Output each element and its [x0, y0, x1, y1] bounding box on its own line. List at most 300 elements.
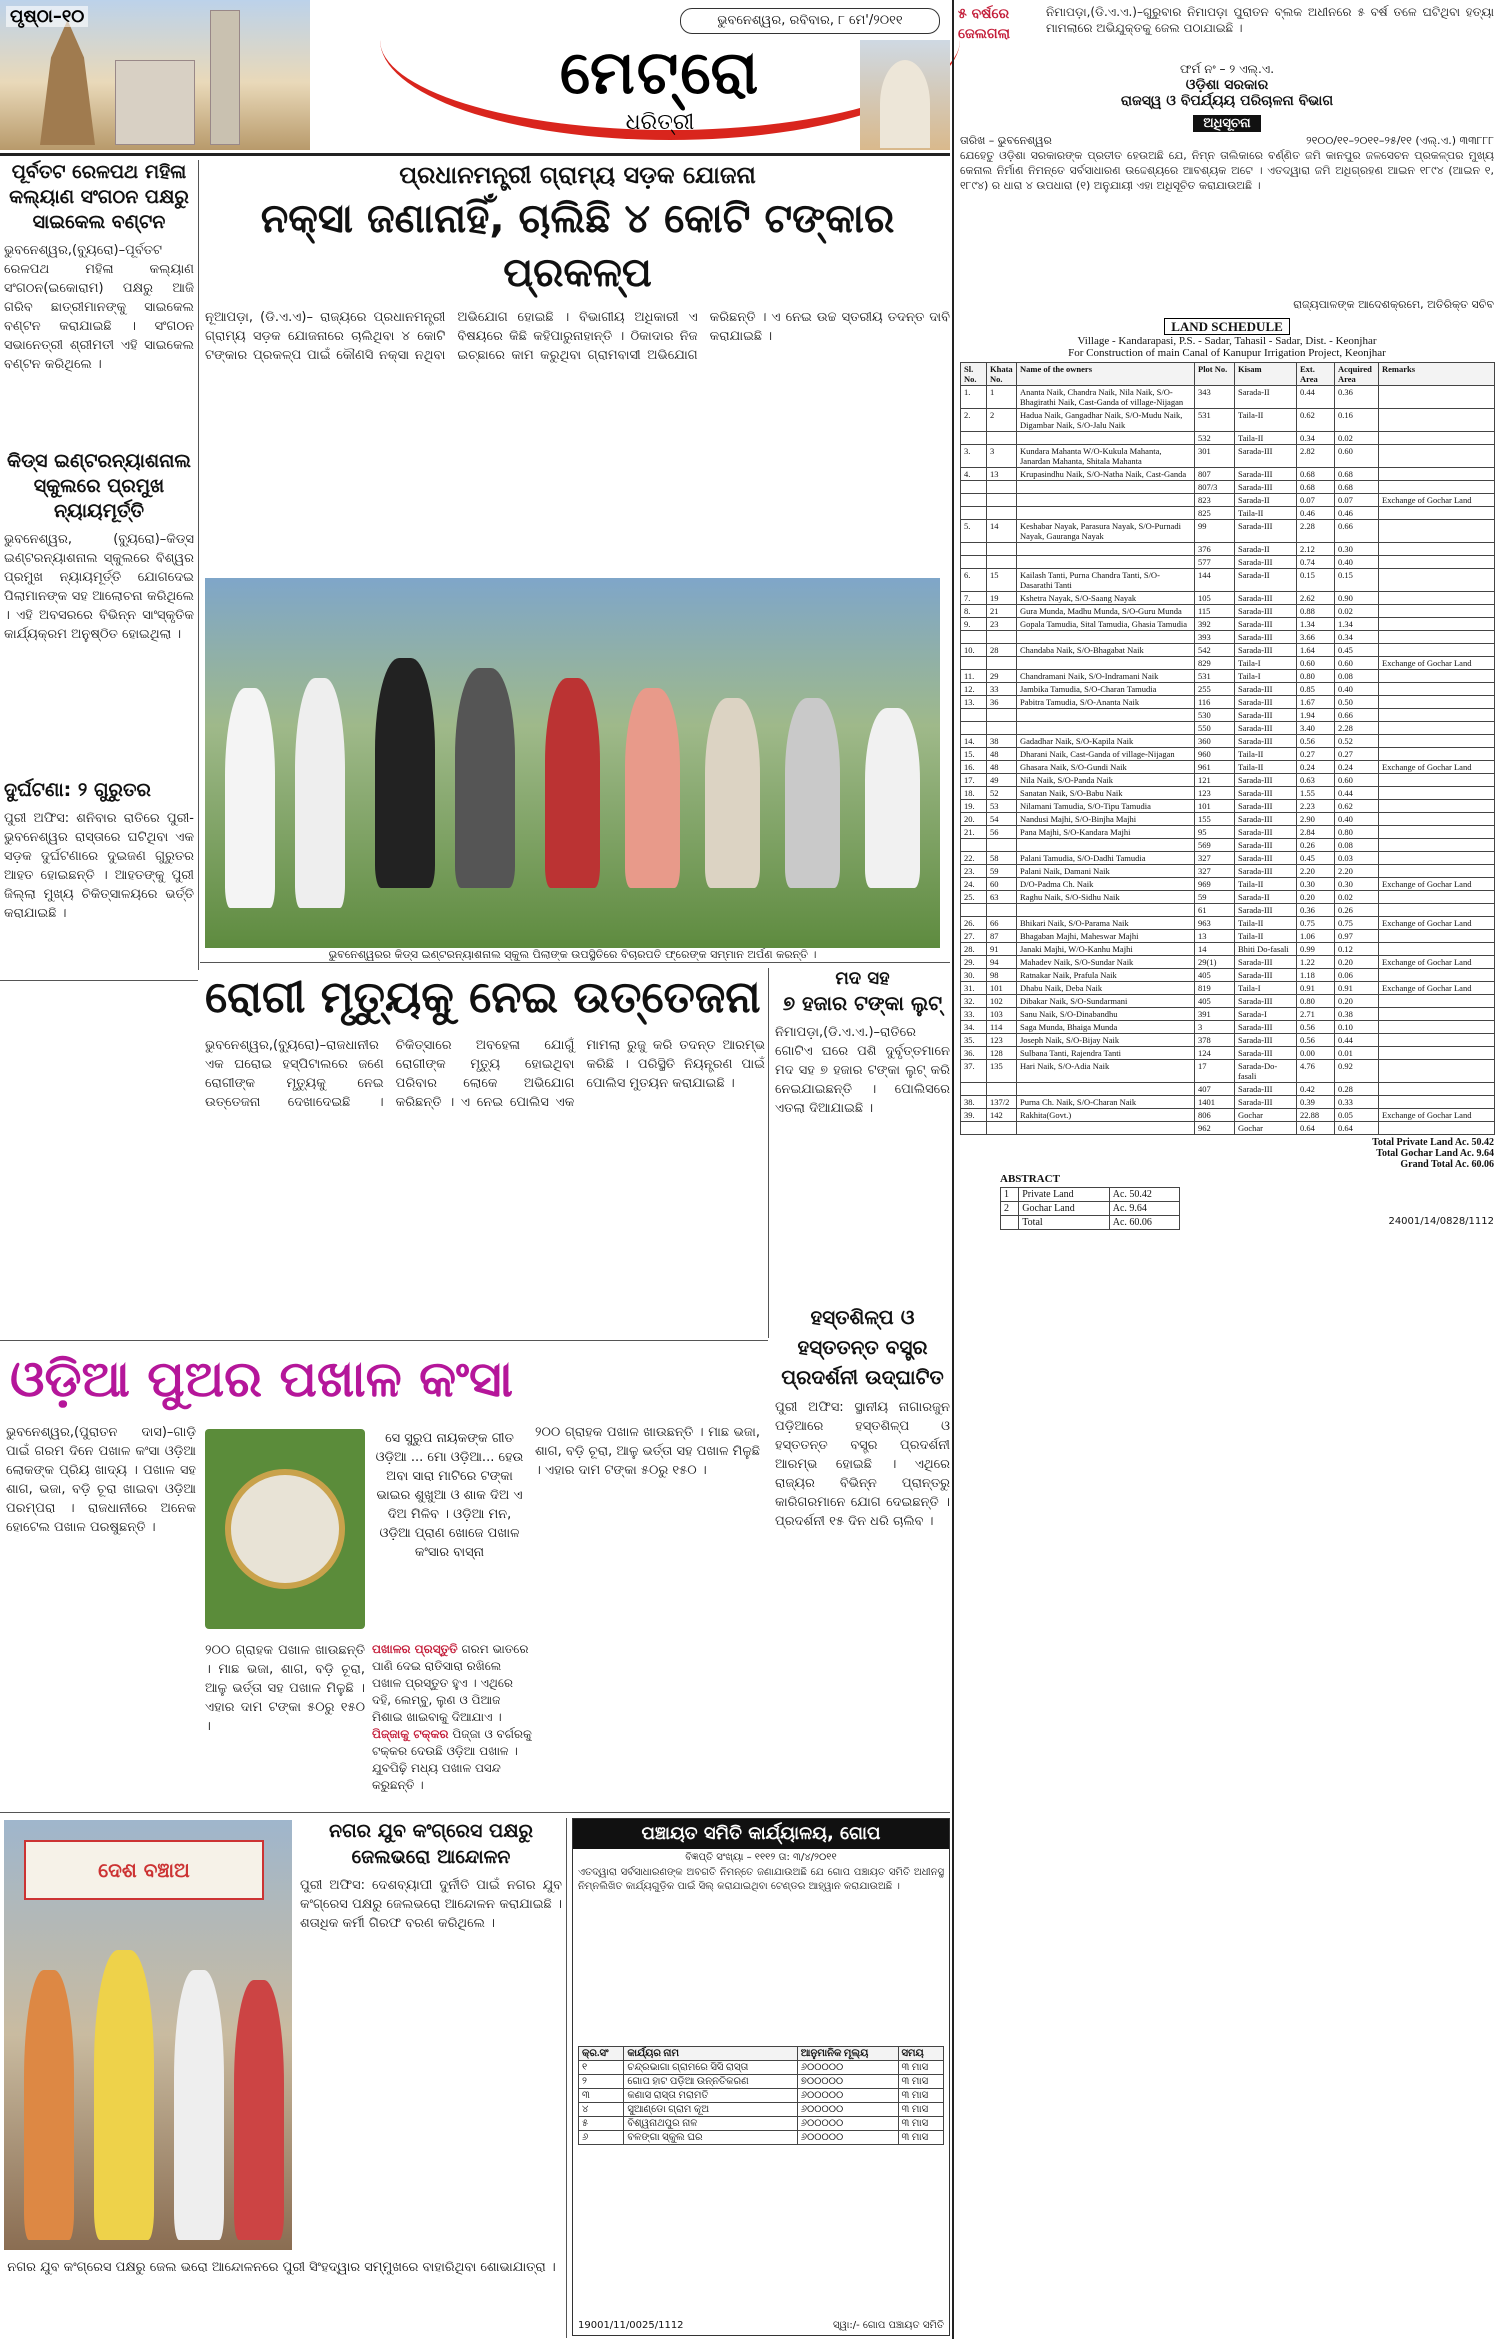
schedule-cell: 0.28	[1335, 1083, 1379, 1096]
congress-photo	[4, 1820, 292, 2250]
schedule-cell: 13.	[961, 696, 987, 709]
schedule-cell: 0.85	[1297, 683, 1335, 696]
schedule-cell: 0.91	[1335, 982, 1379, 995]
schedule-cell: Nandusi Majhi, S/O-Binjha Majhi	[1017, 813, 1195, 826]
schedule-cell	[987, 904, 1017, 917]
schedule-cell: Sarada-III	[1235, 826, 1297, 839]
row-divider-1	[200, 962, 950, 963]
schedule-cell: 823	[1195, 494, 1235, 507]
schedule-cell	[1017, 556, 1195, 569]
schedule-row	[961, 774, 1495, 787]
schedule-cell: Taila-II	[1235, 930, 1297, 943]
schedule-cell	[1379, 1083, 1495, 1096]
schedule-cell: 25.	[961, 891, 987, 904]
schedule-cell: 0.80	[1297, 670, 1335, 683]
total-gochar: Total Gochar Land Ac. 9.64	[1376, 1148, 1494, 1159]
schedule-row	[961, 787, 1495, 800]
schedule-cell: Chandramani Naik, S/O-Indramani Naik	[1017, 670, 1195, 683]
pakhala-box	[372, 1641, 532, 1801]
congress-story	[300, 1818, 562, 2258]
schedule-cell	[961, 631, 987, 644]
schedule-cell	[1379, 813, 1495, 826]
schedule-cell: Sarada-III	[1235, 1083, 1297, 1096]
schedule-cell: 1.06	[1297, 930, 1335, 943]
schedule-cell	[1379, 891, 1495, 904]
schedule-cell	[1379, 1008, 1495, 1021]
schedule-row	[961, 409, 1495, 432]
schedule-cell: 137/2	[987, 1096, 1017, 1109]
schedule-cell: 2.28	[1297, 520, 1335, 543]
schedule-cell	[1379, 683, 1495, 696]
schedule-cell	[987, 709, 1017, 722]
schedule-cell	[987, 507, 1017, 520]
person-figure	[705, 698, 760, 888]
schedule-cell: Sarada-III	[1235, 969, 1297, 982]
schedule-cell: Sarada-III	[1235, 618, 1297, 631]
col-divider-1	[198, 160, 199, 970]
panchayat-th: କାର୍ଯ୍ୟର ନାମ	[624, 2047, 797, 2061]
schedule-cell: 0.27	[1335, 748, 1379, 761]
schedule-cell: Hadua Naik, Gangadhar Naik, S/O-Mudu Naik, Digambar Naik, S/O-Jalu Naik	[1017, 409, 1195, 432]
schedule-cell: 0.44	[1335, 1034, 1379, 1047]
schedule-cell: Exchange of Gochar Land	[1379, 657, 1495, 670]
schedule-cell: 0.88	[1297, 605, 1335, 618]
schedule-cell	[1379, 432, 1495, 445]
schedule-cell: 63	[987, 891, 1017, 904]
pmgsy-photo	[205, 578, 940, 948]
panchayat-cell: ୬୦୦୦୦୦	[797, 2061, 898, 2075]
schedule-cell	[961, 494, 987, 507]
schedule-cell: 12.	[961, 683, 987, 696]
pmgsy-photo-caption: ଭୁବନେଶ୍ୱରର କିଡ୍ସ ଇଣ୍ଟରନ୍ୟାଶନାଲ ସ୍କୁଲ ପିଲାଙ୍କ ଉପସ୍ଥିତିରେ ବିଚାରପତି ଫ୍ରେଙ୍କ ସମ୍ମାନ ଅର୍ପଣ କରନ୍ତି ।	[328, 948, 817, 961]
schedule-cell: Dibakar Naik, S/O-Sundarmani	[1017, 995, 1195, 1008]
schedule-cell: Taila-II	[1235, 432, 1297, 445]
schedule-cell: 2.20	[1297, 865, 1335, 878]
schedule-cell: 14.	[961, 735, 987, 748]
schedule-cell: 101	[1195, 800, 1235, 813]
schedule-cell: 15.	[961, 748, 987, 761]
schedule-cell: 1.34	[1335, 618, 1379, 631]
masthead-photo-left	[0, 0, 310, 150]
schedule-cell: 530	[1195, 709, 1235, 722]
col-divider-main	[952, 0, 954, 2339]
schedule-row	[961, 878, 1495, 891]
schedule-cell: Taila-II	[1235, 761, 1297, 774]
schedule-cell: 0.30	[1297, 878, 1335, 891]
congress-headline: ନଗର ଯୁବ କଂଗ୍ରେସ ପକ୍ଷରୁ ଜେଲଭରୋ ଆନ୍ଦୋଳନ	[328, 1820, 534, 1868]
schedule-row	[961, 1096, 1495, 1109]
schedule-row	[961, 839, 1495, 852]
schedule-cell: 33.	[961, 1008, 987, 1021]
schedule-cell: 128	[987, 1047, 1017, 1060]
schedule-cell	[1379, 468, 1495, 481]
schedule-cell: 0.45	[1297, 852, 1335, 865]
row-divider-3	[0, 1812, 950, 1813]
schedule-cell: 0.20	[1297, 891, 1335, 904]
schedule-row	[961, 618, 1495, 631]
schedule-row	[961, 735, 1495, 748]
schedule-cell: 0.08	[1335, 670, 1379, 683]
schedule-cell	[1379, 1060, 1495, 1083]
schedule-cell: 0.02	[1335, 432, 1379, 445]
pakhala-body2-left: ୨୦୦ ଗ୍ରାହକ ପଖାଳ ଖାଉଛନ୍ତି । ମାଛ ଭଜା, ଶାଗ, ବଡ଼ି ଚୂରା, ଆଳୁ ଭର୍ତ୍ତା ସହ ପଖାଳ ମିଳୁଛି । ଏହାର ଦାମ ଟଙ୍କା ୫୦ରୁ ୧୫୦ ।	[205, 1643, 365, 1734]
schedule-cell: 101	[987, 982, 1017, 995]
panchayat-row	[579, 2075, 944, 2089]
schedule-cell: 29(1)	[1195, 956, 1235, 969]
schedule-row	[961, 969, 1495, 982]
schedule-cell: 0.39	[1297, 1096, 1335, 1109]
schedule-row	[961, 543, 1495, 556]
schedule-cell	[1017, 494, 1195, 507]
schedule-cell	[1379, 670, 1495, 683]
schedule-cell: 0.90	[1335, 592, 1379, 605]
schedule-cell	[1379, 618, 1495, 631]
schedule-cell: 0.33	[1335, 1096, 1379, 1109]
schedule-cell: 0.20	[1335, 956, 1379, 969]
form-dept: ରାଜସ୍ୱ ଓ ବିପର୍ଯ୍ୟୟ ପରିଚାଳନା ବିଭାଗ	[1120, 93, 1334, 109]
person-figure	[545, 678, 600, 888]
schedule-th: Plot No.	[1195, 363, 1235, 386]
schedule-cell: Exchange of Gochar Land	[1379, 982, 1495, 995]
schedule-cell: Sarada-III	[1235, 1034, 1297, 1047]
schedule-cell: 0.46	[1335, 507, 1379, 520]
schedule-cell	[987, 481, 1017, 494]
congress-body: ପୁରୀ ଅଫିସ: ଦେଶବ୍ୟାପୀ ଦୁର୍ନୀତି ପାଇଁ ନଗର ଯୁବ କଂଗ୍ରେସ ପକ୍ଷରୁ ଜେଲଭରୋ ଆନ୍ଦୋଳନ କରାଯାଇଛି । ଶତାଧିକ କର୍ମୀ ଗିରଫ ବରଣ କରିଥିଲେ ।	[300, 1878, 562, 1931]
madsaha-body: ନିମାପଡ଼ା,(ଡି.ଏ.ଏ.)–ରାତିରେ ଗୋଟିଏ ଘରେ ପଶି ଦୁର୍ବୃତ୍ତମାନେ ମଦ ସହ ୭ ହଜାର ଟଙ୍କା ଲୁଟ୍ କରି ନେଇଯାଇଛନ୍ତି । ପୋଲିସରେ ଏତଲା ଦିଆଯାଇଛି ।	[775, 1025, 950, 1116]
panchayat-cell: ବିଶ୍ୱନାଥପୁର ନାଳ	[624, 2117, 797, 2131]
schedule-cell: 0.56	[1297, 1021, 1335, 1034]
schedule-cell: Sarada-II	[1235, 543, 1297, 556]
schedule-cell: Sarada-III	[1235, 644, 1297, 657]
col-divider-3	[566, 1818, 567, 2338]
schedule-cell: Sarada-III	[1235, 1096, 1297, 1109]
schedule-th: Remarks	[1379, 363, 1495, 386]
panchayat-cell: ୩ ମାସ	[898, 2103, 943, 2117]
schedule-cell	[1379, 644, 1495, 657]
schedule-cell: Sarada-III	[1235, 468, 1297, 481]
schedule-cell	[1017, 543, 1195, 556]
schedule-cell	[961, 556, 987, 569]
schedule-cell: Gadadhar Naik, S/O-Kapila Naik	[1017, 735, 1195, 748]
schedule-cell: 2.84	[1297, 826, 1335, 839]
form-number: ଫର୍ମ ନଂ – ୨ ଏଲ୍.ଏ.	[1179, 62, 1275, 76]
schedule-cell: 114	[987, 1021, 1017, 1034]
schedule-row	[961, 592, 1495, 605]
schedule-cell: 2.90	[1297, 813, 1335, 826]
schedule-row	[961, 670, 1495, 683]
schedule-cell: 0.34	[1335, 631, 1379, 644]
schedule-cell: 0.64	[1297, 1122, 1335, 1135]
schedule-cell: 21	[987, 605, 1017, 618]
schedule-cell: 960	[1195, 748, 1235, 761]
panchayat-row	[579, 2061, 944, 2075]
schedule-cell: 144	[1195, 569, 1235, 592]
schedule-cell: Exchange of Gochar Land	[1379, 878, 1495, 891]
schedule-cell	[987, 556, 1017, 569]
schedule-cell	[961, 839, 987, 852]
schedule-cell: 0.74	[1297, 556, 1335, 569]
schedule-cell: 0.42	[1297, 1083, 1335, 1096]
schedule-cell	[1017, 1083, 1195, 1096]
schedule-row	[961, 865, 1495, 878]
schedule-cell: 0.27	[1297, 748, 1335, 761]
abstract-cell: Private Land	[1019, 1188, 1109, 1202]
schedule-cell: 13	[987, 468, 1017, 481]
schedule-cell	[1379, 696, 1495, 709]
schedule-cell: 23.	[961, 865, 987, 878]
panchayat-cell: ୧	[579, 2061, 624, 2075]
abstract-cell: 2	[1001, 1202, 1019, 1216]
handloom-headline: ହସ୍ତଶିଳ୍ପ ଓ ହସ୍ତତନ୍ତ ବସ୍ତ୍ର ପ୍ରଦର୍ଶନୀ ଉଦ୍‌ଘାଟିତ	[781, 1305, 944, 1389]
schedule-cell	[1379, 969, 1495, 982]
schedule-cell: Sarada-III	[1235, 709, 1297, 722]
schedule-row	[961, 943, 1495, 956]
plate-icon	[225, 1469, 345, 1589]
schedule-cell	[987, 657, 1017, 670]
schedule-cell: 1.22	[1297, 956, 1335, 969]
temple-icon	[40, 20, 95, 145]
form-intro: ନିମାପଡ଼ା,(ଡି.ଏ.ଏ.)–ଗୁରୁବାର ନିମାପଡ଼ା ପୁରାତନ ବ୍ଲକ ଅଧୀନରେ ୫ ବର୍ଷ ତଳେ ଘଟିଥିବା ହତ୍ୟା ମାମଲାରେ ଅଭିଯୁକ୍ତକୁ ଜେଲ ପଠାଯାଇଛି ।	[1046, 5, 1494, 35]
schedule-row	[961, 494, 1495, 507]
schedule-cell: Ananta Naik, Chandra Naik, Nila Naik, S/O-Bhagirathi Naik, Cast-Ganda of village-Nijagan	[1017, 386, 1195, 409]
total-private: Total Private Land Ac. 50.42	[1372, 1137, 1494, 1148]
schedule-title: LAND SCHEDULE	[1164, 318, 1290, 335]
schedule-cell: 37.	[961, 1060, 987, 1083]
schedule-cell: Sarada-III	[1235, 556, 1297, 569]
dateline: ଭୁବନେଶ୍ୱର, ରବିବାର, ୮ ମେ'/୨୦୧୧	[717, 13, 903, 28]
schedule-cell	[961, 709, 987, 722]
schedule-cell: 3.	[961, 445, 987, 468]
person-figure	[24, 1970, 74, 2240]
schedule-cell	[987, 722, 1017, 735]
schedule-cell	[1379, 592, 1495, 605]
schedule-cell: Chandaba Naik, S/O-Bhagabat Naik	[1017, 644, 1195, 657]
schedule-cell: 1.64	[1297, 644, 1335, 657]
schedule-sub2: For Construction of main Canal of Kanupur Irrigation Project, Keonjhar	[1068, 347, 1386, 359]
cycle-headline: ପୂର୍ବତଟ ରେଳପଥ ମହିଳା କଲ୍ୟାଣ ସଂଗଠନ ପକ୍ଷରୁ ସାଇକେଲ ବଣ୍ଟନ	[9, 161, 189, 233]
schedule-cell: Sarada-III	[1235, 1021, 1297, 1034]
schedule-cell	[1017, 904, 1195, 917]
schedule-cell: 2.23	[1297, 800, 1335, 813]
schedule-cell: Mahadev Naik, S/O-Sundar Naik	[1017, 956, 1195, 969]
schedule-cell: Sarada-III	[1235, 865, 1297, 878]
schedule-cell: 0.02	[1335, 891, 1379, 904]
schedule-cell	[1379, 409, 1495, 432]
person-figure	[225, 688, 275, 908]
schedule-row	[961, 800, 1495, 813]
schedule-row	[961, 1008, 1495, 1021]
panchayat-cell: ୩ ମାସ	[898, 2089, 943, 2103]
schedule-row	[961, 761, 1495, 774]
person-figure	[295, 678, 345, 908]
schedule-cell: 1401	[1195, 1096, 1235, 1109]
panchayat-notice	[572, 1818, 950, 2336]
schedule-cell	[1379, 605, 1495, 618]
masthead-rule	[0, 153, 950, 156]
abstract-title: ABSTRACT	[1000, 1173, 1060, 1185]
schedule-cell	[961, 543, 987, 556]
schedule-cell: 123	[987, 1034, 1017, 1047]
schedule-cell	[987, 1122, 1017, 1135]
schedule-cell: 0.56	[1297, 735, 1335, 748]
schedule-cell: 14	[987, 520, 1017, 543]
schedule-cell: 52	[987, 787, 1017, 800]
schedule-cell: Exchange of Gochar Land	[1379, 917, 1495, 930]
schedule-cell: D/O-Padma Ch. Naik	[1017, 878, 1195, 891]
schedule-cell: 0.40	[1335, 556, 1379, 569]
schedule-cell: 0.07	[1335, 494, 1379, 507]
schedule-cell: 21.	[961, 826, 987, 839]
schedule-cell: 18.	[961, 787, 987, 800]
abstract-cell: Gochar Land	[1019, 1202, 1109, 1216]
panchayat-cell: ୫	[579, 2117, 624, 2131]
schedule-cell	[987, 494, 1017, 507]
panchayat-cell: ବଳଙ୍ଗା ସ୍କୁଲ ଘର	[624, 2131, 797, 2145]
schedule-row	[961, 813, 1495, 826]
schedule-cell: 0.68	[1335, 468, 1379, 481]
form-gov: ଓଡ଼ିଶା ସରକାର	[1185, 77, 1269, 93]
schedule-cell: 0.60	[1297, 657, 1335, 670]
schedule-cell: 0.40	[1335, 683, 1379, 696]
schedule-cell: 35.	[961, 1034, 987, 1047]
schedule-cell: Sarada-III	[1235, 995, 1297, 1008]
schedule-row	[961, 1083, 1495, 1096]
schedule-cell	[1379, 1122, 1495, 1135]
schedule-row	[961, 644, 1495, 657]
schedule-cell: Sarada-II	[1235, 386, 1297, 409]
schedule-cell: 33	[987, 683, 1017, 696]
panchayat-headline: ପଞ୍ଚାୟତ ସମିତି କାର୍ଯ୍ୟାଳୟ, ଗୋପ	[573, 1819, 949, 1849]
schedule-cell: Ghasara Naik, S/O-Gundi Naik	[1017, 761, 1195, 774]
schedule-cell: 66	[987, 917, 1017, 930]
schedule-cell	[1379, 445, 1495, 468]
schedule-cell: 16.	[961, 761, 987, 774]
panchayat-cell: ୭୦୦୦୦୦	[797, 2075, 898, 2089]
schedule-cell: Sarada-I	[1235, 1008, 1297, 1021]
schedule-cell	[1379, 943, 1495, 956]
panchayat-footer-left: 19001/11/0025/1112	[578, 2320, 684, 2331]
panchayat-cell: ୬୦୦୦୦୦	[797, 2089, 898, 2103]
schedule-cell: 0.66	[1335, 520, 1379, 543]
schedule-cell: 0.36	[1297, 904, 1335, 917]
schedule-cell: 48	[987, 748, 1017, 761]
schedule-row	[961, 1109, 1495, 1122]
schedule-cell	[961, 1083, 987, 1096]
schedule-cell: Sarada-III	[1235, 592, 1297, 605]
madsaha-story	[775, 968, 950, 1298]
pakhala-box-title: ପଖାଳର ପ୍ରସ୍ତୁତି	[372, 1642, 458, 1656]
schedule-cell: 969	[1195, 878, 1235, 891]
pmgsy-story	[205, 158, 950, 961]
schedule-cell: 806	[1195, 1109, 1235, 1122]
masthead	[0, 0, 950, 152]
dateline-box	[680, 8, 940, 34]
schedule-cell: 532	[1195, 432, 1235, 445]
schedule-cell: 1.	[961, 386, 987, 409]
congress-caption: ନଗର ଯୁବ କଂଗ୍ରେସ ପକ୍ଷରୁ ଜେଲ ଭରୋ ଆନ୍ଦୋଳନରେ ପୁରୀ ସିଂହଦ୍ୱାର ସମ୍ମୁଖରେ ବାହାରିଥିବା ଶୋଭାଯାତ୍ରା ।	[7, 2260, 556, 2275]
page-label: ପୃଷ୍ଠା–୧୦	[6, 6, 88, 27]
schedule-cell: Taila-I	[1235, 670, 1297, 683]
schedule-row	[961, 956, 1495, 969]
schedule-cell: Hari Naik, S/O-Adia Naik	[1017, 1060, 1195, 1083]
form-ref: ୨୧୦୦/୧୧–୨୦୧୧–୨୫/୧୧ (ଏଲ୍.ଏ.) ୩୩୮୮୮	[1306, 134, 1494, 147]
schedule-cell: Jambika Tamudia, S/O-Charan Tamudia	[1017, 683, 1195, 696]
schedule-cell: 0.80	[1335, 826, 1379, 839]
schedule-cell: 49	[987, 774, 1017, 787]
schedule-cell: 0.75	[1297, 917, 1335, 930]
schedule-cell: Pana Majhi, S/O-Kandara Majhi	[1017, 826, 1195, 839]
person-figure	[174, 1970, 224, 2240]
schedule-cell: 124	[1195, 1047, 1235, 1060]
schedule-row	[961, 748, 1495, 761]
schedule-cell: 2.62	[1297, 592, 1335, 605]
pakhala-box-title2: ପିଜ୍ଜାକୁ ଟକ୍କର	[372, 1727, 449, 1741]
schedule-cell: 29	[987, 670, 1017, 683]
schedule-cell	[1017, 839, 1195, 852]
schedule-cell: 0.01	[1335, 1047, 1379, 1060]
schedule-cell	[987, 839, 1017, 852]
schedule-row	[961, 1047, 1495, 1060]
abstract-cell: Ac. 50.42	[1109, 1188, 1179, 1202]
schedule-cell	[1017, 709, 1195, 722]
schedule-cell: 1.67	[1297, 696, 1335, 709]
schedule-cell: 0.50	[1335, 696, 1379, 709]
schedule-cell: 1.18	[1297, 969, 1335, 982]
schedule-cell: 17.	[961, 774, 987, 787]
schedule-cell: Sarada-III	[1235, 445, 1297, 468]
form-body: ଯେହେତୁ ଓଡ଼ିଶା ସରକାରଙ୍କ ପ୍ରତୀତ ହେଉଅଛି ଯେ, ନିମ୍ନ ତାଲିକାରେ ବର୍ଣ୍ଣିତ ଜମି କାନପୁର ଜଳସେଚନ ପ୍ରକଳ୍ପର ମୁଖ୍ୟ କେନାଲ ନିର୍ମାଣ ନିମନ୍ତେ ସର୍ବସାଧାରଣ ଉଦ୍ଦେଶ୍ୟରେ ଆବଶ୍ୟକ ଅଟେ । ଏତଦ୍ୱାରା ଜମି ଅଧିଗ୍ରହଣ ଆଇନ ୧୮୯୪ (ଆଇନ ୧, ୧୮୯୪) ର ଧାରା ୪ ଉପଧାରା (୧) ଅନୁଯାୟୀ ଏହା ଅଧିସୂଚିତ କରାଯାଉଅଛି ।	[960, 149, 1494, 192]
schedule-cell: 0.62	[1335, 800, 1379, 813]
kids-headline: କିଡ୍ସ ଇଣ୍ଟରନ୍ୟାଶନାଲ ସ୍କୁଲରେ ପ୍ରମୁଖ ନ୍ୟାୟମୂର୍ତ୍ତି	[7, 450, 191, 522]
schedule-cell: 23	[987, 618, 1017, 631]
schedule-cell: 0.45	[1335, 644, 1379, 657]
schedule-cell: 5.	[961, 520, 987, 543]
schedule-cell: 0.91	[1297, 982, 1335, 995]
person-figure	[785, 698, 840, 888]
schedule-cell: Sarada-III	[1235, 800, 1297, 813]
schedule-cell: Taila-II	[1235, 507, 1297, 520]
schedule-cell: Krupasindhu Naik, S/O-Natha Naik, Cast-Ganda	[1017, 468, 1195, 481]
schedule-cell: Taila-II	[1235, 878, 1297, 891]
panchayat-cell: ୪	[579, 2103, 624, 2117]
schedule-cell: Nila Naik, S/O-Panda Naik	[1017, 774, 1195, 787]
schedule-cell: Sarada-III	[1235, 683, 1297, 696]
schedule-cell: 360	[1195, 735, 1235, 748]
schedule-cell: 28	[987, 644, 1017, 657]
schedule-cell: 391	[1195, 1008, 1235, 1021]
schedule-cell: 59	[987, 865, 1017, 878]
abstract-row	[1001, 1188, 1180, 1202]
schedule-cell: 0.64	[1335, 1122, 1379, 1135]
schedule-cell: 0.02	[1335, 605, 1379, 618]
schedule-cell	[1379, 774, 1495, 787]
land-schedule-table	[960, 362, 1495, 1135]
schedule-cell: 0.07	[1297, 494, 1335, 507]
pakhala-story	[0, 1340, 768, 1810]
schedule-cell: 103	[987, 1008, 1017, 1021]
schedule-cell: 32.	[961, 995, 987, 1008]
schedule-cell: 0.08	[1335, 839, 1379, 852]
schedule-cell	[1017, 432, 1195, 445]
schedule-cell: 2.28	[1335, 722, 1379, 735]
schedule-cell	[1379, 386, 1495, 409]
accident-body: ପୁରୀ ଅଫିସ: ଶନିବାର ରାତିରେ ପୁରୀ-ଭୁବନେଶ୍ୱର ରାସ୍ତାରେ ଘଟିଥିବା ଏକ ସଡ଼କ ଦୁର୍ଘଟଣାରେ ଦୁଇଜଣ ଗୁରୁତର ଆହତ ହୋଇଛନ୍ତି । ଆହତଙ୍କୁ ପୁରୀ ଜିଲ୍ଲା ମୁଖ୍ୟ ଚିକିତ୍ସାଳୟରେ ଭର୍ତ୍ତି କରାଯାଇଛି ।	[4, 811, 194, 921]
schedule-cell: Sanu Naik, S/O-Dinabandhu	[1017, 1008, 1195, 1021]
panchayat-body: ଏତଦ୍ୱାରା ସର୍ବସାଧାରଣଙ୍କ ଅବଗତି ନିମନ୍ତେ ଜଣାଯାଉଅଛି ଯେ ଗୋପ ପଞ୍ଚାୟତ ସମିତି ଅଧୀନସ୍ଥ ନିମ୍ନଲିଖିତ କାର୍ଯ୍ୟଗୁଡ଼ିକ ପାଇଁ ସିଲ୍‌ କରାଯାଇଥିବା ଟେଣ୍ଡର ଆହ୍ୱାନ କରାଯାଉଅଛି ।	[578, 1867, 944, 1892]
schedule-cell	[1379, 722, 1495, 735]
madsaha-kicker: ମଦ ସହ	[835, 968, 890, 989]
schedule-cell: 301	[1195, 445, 1235, 468]
